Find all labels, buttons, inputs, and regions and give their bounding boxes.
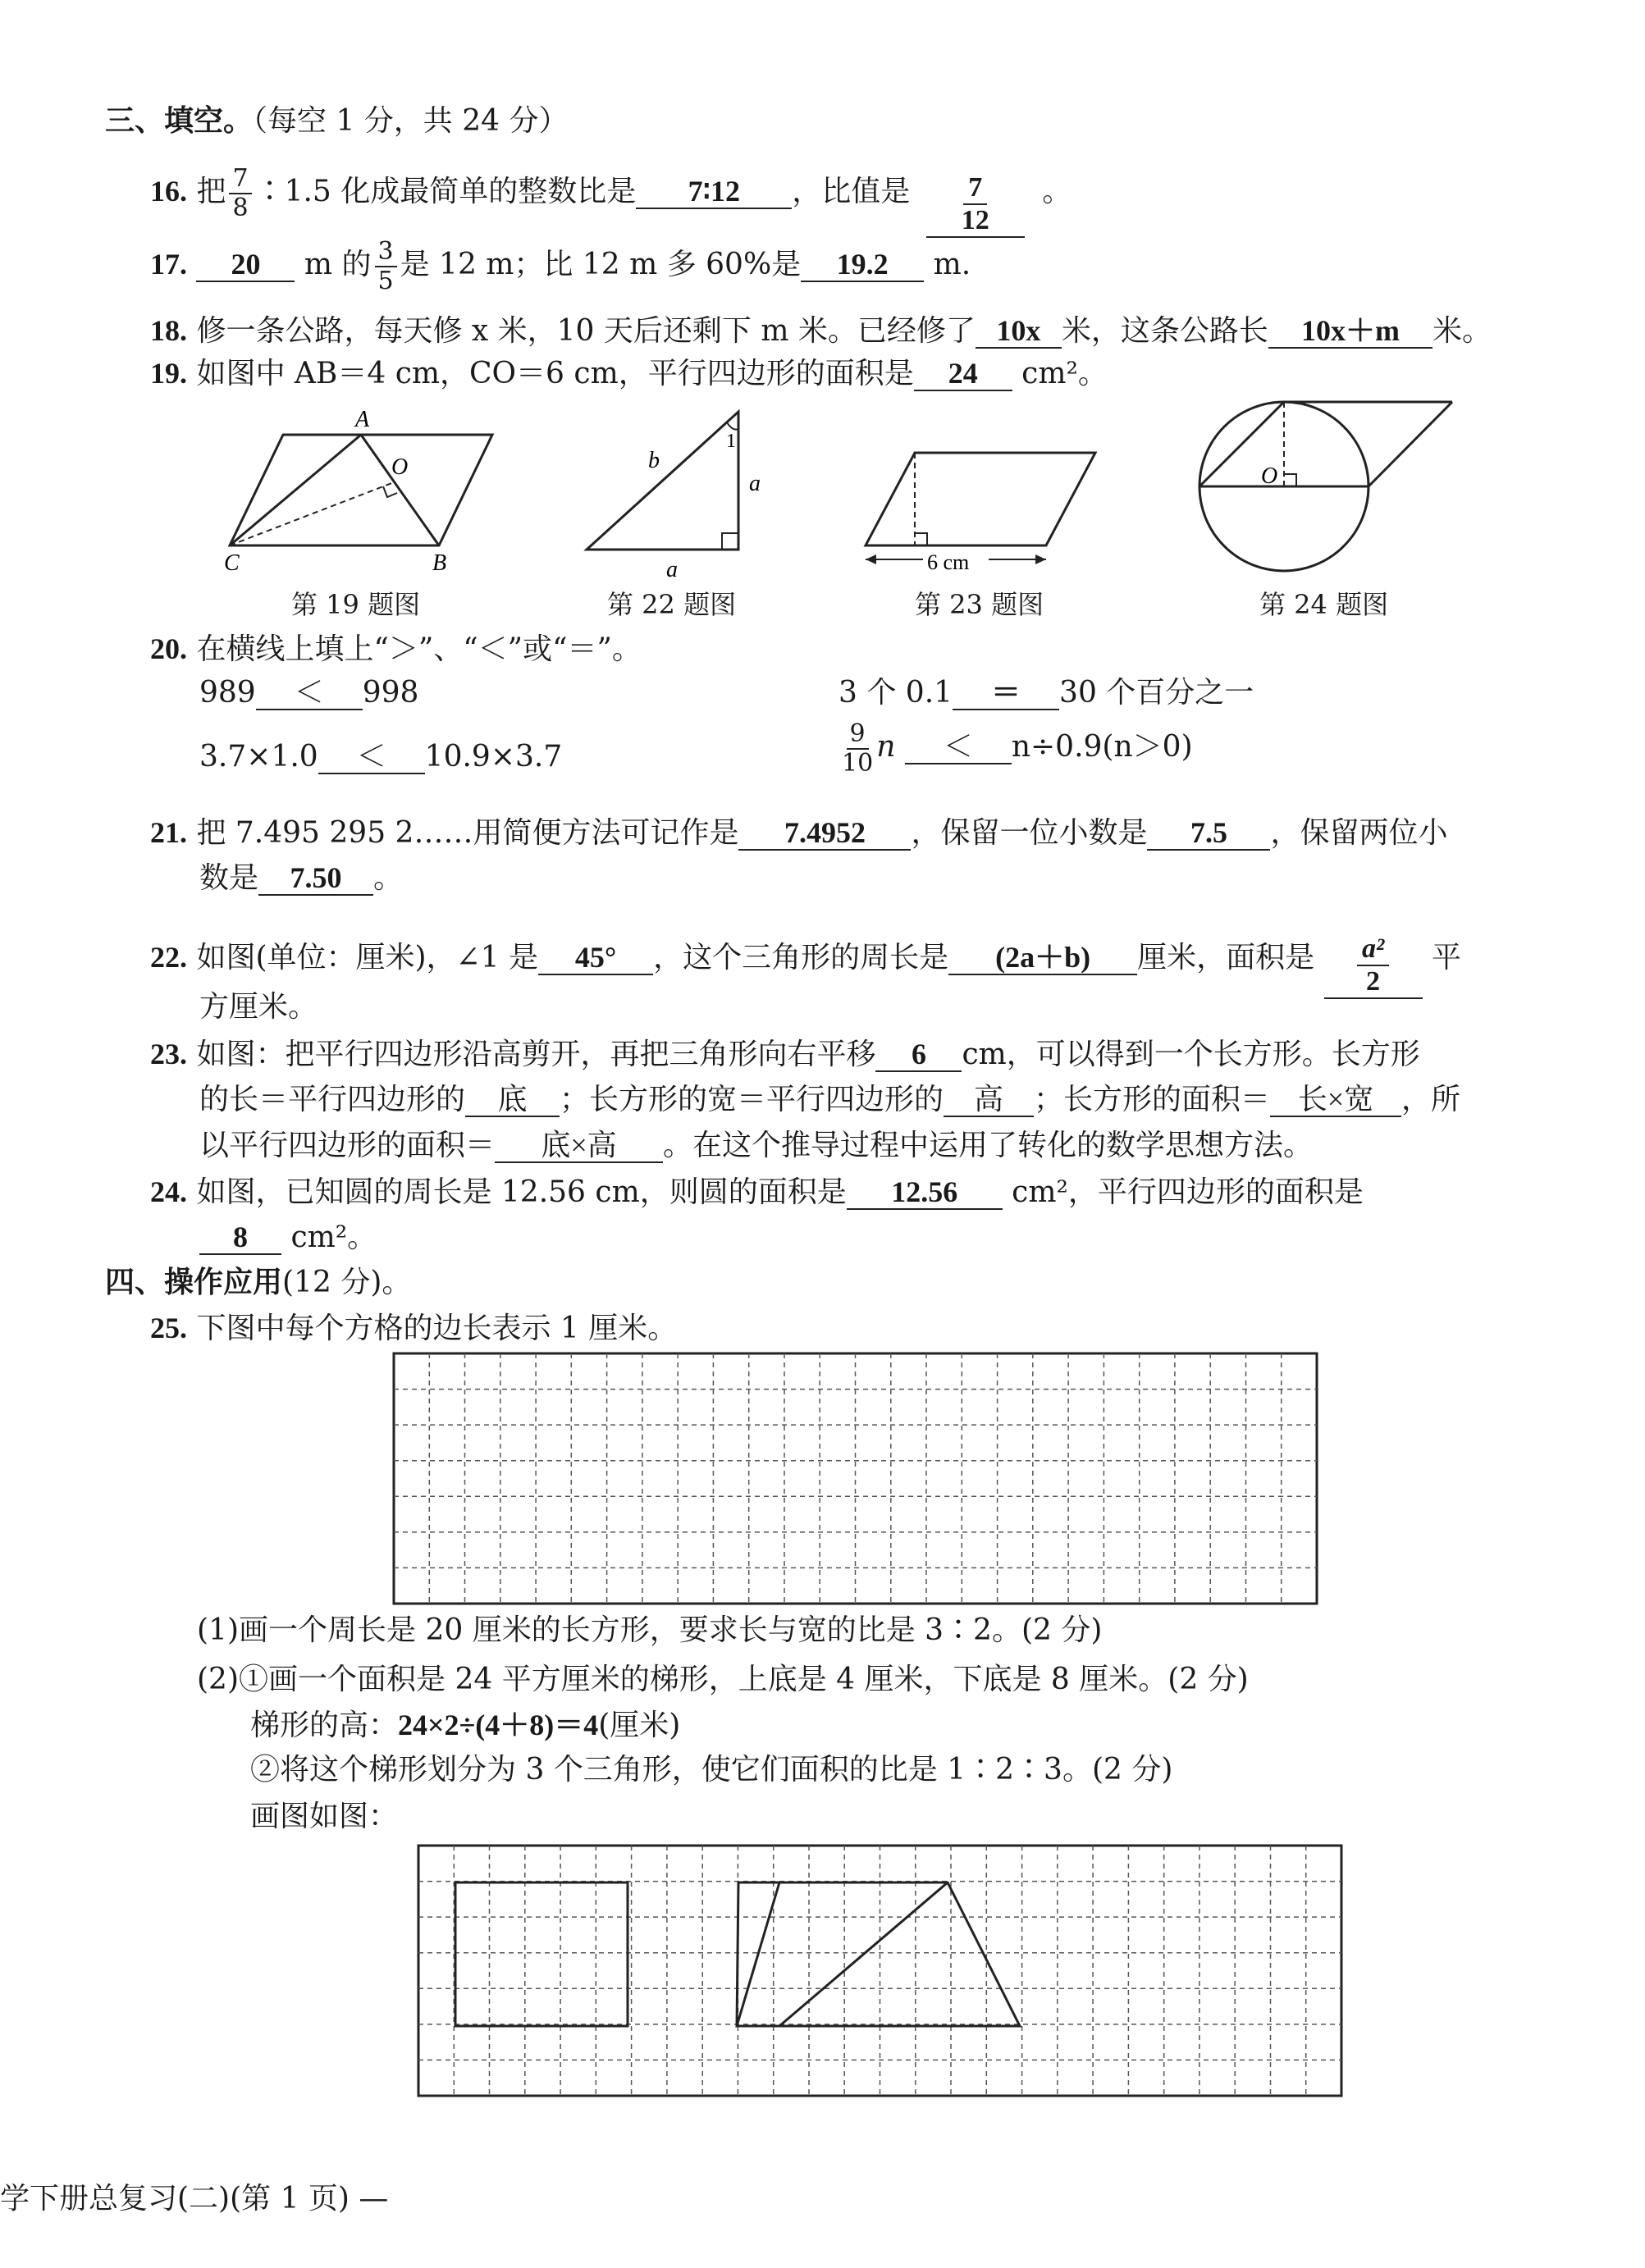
compare-item-1: 989 ＜ 998	[199, 676, 419, 710]
answer-blank: 45°	[538, 941, 653, 975]
triangle-divider-2	[779, 1882, 948, 2026]
answer-blank: 长×宽	[1270, 1083, 1401, 1117]
answer-blank: 7.50	[258, 861, 373, 896]
question-24: 24. 如图，已知圆的周长是 12.56 cm，则圆的面积是 12.56 cm²，平行四边形的面积是	[150, 1175, 1364, 1209]
label-a-base: a	[666, 557, 678, 582]
base-label: 6 cm	[927, 550, 970, 574]
answer-blank: 6	[875, 1038, 962, 1072]
question-25-part-1: (1)画一个周长是 20 厘米的长方形，要求长与宽的比是 3∶2。(2 分)	[197, 1613, 1103, 1647]
answer-blank: ＝	[953, 676, 1059, 710]
figure-22-right-triangle	[578, 402, 784, 591]
label-o: O	[1261, 463, 1278, 489]
figure-19-parallelogram	[217, 402, 496, 591]
compare-item-2: 3 个 0.1 ＝ 30 个百分之一	[838, 676, 1254, 710]
question-22-cont: 方厘米。	[199, 990, 318, 1024]
answer-grid	[418, 1846, 1341, 2096]
parallelogram-shape	[230, 435, 492, 545]
answer-blank: 24	[914, 357, 1012, 391]
answer-blank: 8	[199, 1221, 281, 1255]
question-25-part-2: (2)①画一个面积是 24 平方厘米的梯形，上底是 4 厘米，下底是 8 厘米。(2 分)	[197, 1663, 1249, 1696]
question-23-line-3: 以平行四边形的面积＝ 底×高 。在这个推导过程中运用了转化的数学思想方法。	[199, 1129, 1314, 1162]
right-angle-mark	[915, 533, 927, 545]
answer-blank: 10x	[976, 314, 1062, 349]
figure-19-caption: 第 19 题图	[291, 589, 421, 620]
question-19: 19. 如图中 AB＝4 cm，CO＝6 cm，平行四边形的面积是 24 cm²。	[150, 357, 1108, 390]
question-17: 17. 20 m 的 $\frac{3}{5}$ 是 12 m；比 12 m 多 60%是 19.2 m.	[150, 237, 971, 295]
answer-rectangle	[455, 1882, 628, 2026]
right-angle-mark	[383, 486, 397, 497]
answer-blank: 高	[944, 1083, 1034, 1117]
label-b: b	[648, 448, 660, 473]
answer-blank-fraction: $\frac{\text{a²}}{2}$	[1324, 933, 1423, 999]
label-a: A	[355, 407, 370, 432]
answer-blank-fraction: $\frac{7}{12}$	[926, 172, 1025, 238]
answer-trapezoid	[737, 1882, 1020, 2026]
figure-24-circle-parallelogram	[1194, 398, 1473, 611]
answer-blank: 19.2	[801, 248, 924, 282]
answer-blank: 7.5	[1147, 816, 1270, 851]
figure-23-parallelogram	[853, 402, 1099, 591]
answer-blank: 12.56	[847, 1175, 1003, 1210]
fraction: $\frac{7}{8}$	[229, 165, 251, 222]
arrow-left	[866, 554, 876, 564]
answer-blank: ＜	[905, 730, 1012, 764]
angle-1-label: 1	[726, 431, 736, 452]
fraction: $\frac{9}{10}$	[842, 719, 874, 778]
answer-blank: ＜	[318, 740, 425, 774]
question-18: 18. 修一条公路，每天修 x 米，10 天后还剩下 m 米。已经修了 10x 米，这条公路长 10x＋m 米。	[150, 314, 1492, 348]
answer-blank: ＜	[256, 676, 363, 710]
answer-blank-repeating: 7.4952	[738, 816, 911, 851]
question-25-drawing-note: 画图如图：	[250, 1800, 399, 1833]
label-c: C	[224, 550, 240, 576]
right-angle-mark	[1284, 474, 1296, 486]
label-b: B	[432, 550, 447, 576]
figure-22-caption: 第 22 题图	[607, 589, 737, 620]
question-25: 25. 下图中每个方格的边长表示 1 厘米。	[150, 1312, 678, 1345]
parallelogram-shape	[866, 453, 1095, 545]
answer-blank: 底×高	[495, 1129, 663, 1163]
answer-blank: 7∶12	[636, 175, 792, 209]
question-22: 22. 如图(单位：厘米)，∠1 是 45° ，这个三角形的周长是 (2a＋b) 厘米，面积是 $\frac{\text{a²}}{2}$ 平	[150, 927, 1461, 993]
section-3-heading: 三、填空。（每空 1 分，共 24 分）	[105, 104, 569, 138]
compare-item-3: 3.7×1.0 ＜ 10.9×3.7	[199, 740, 563, 773]
question-21-cont: 数是 7.50 。	[199, 861, 404, 895]
compare-item-4: $\frac{9}{10}$ n ＜ n÷0.9(n＞0)	[838, 720, 1193, 778]
page-footer: 学下册总复习(二)(第 1 页) —	[0, 2182, 389, 2216]
figure-23-caption: 第 23 题图	[915, 589, 1044, 620]
fraction: $\frac{3}{5}$	[375, 238, 397, 295]
blank-grid	[394, 1353, 1317, 1604]
arrow-right	[1035, 554, 1046, 564]
label-a-side: a	[749, 471, 761, 496]
angle-1-arc	[727, 422, 738, 430]
answer-blank: 底	[465, 1083, 560, 1117]
answer-blank: (2a＋b)	[948, 941, 1137, 975]
question-24-cont: 8 cm²。	[199, 1219, 377, 1257]
parallelogram-right-side	[1369, 402, 1452, 486]
right-angle-mark	[722, 533, 738, 550]
question-25-answer: 梯形的高：24×2÷(4＋8)＝4(厘米)	[250, 1709, 681, 1742]
figure-24-caption: 第 24 题图	[1259, 589, 1389, 620]
answer-blank: 20	[196, 248, 295, 282]
diagonal-ca	[230, 435, 361, 545]
triangle-shape	[587, 412, 738, 550]
label-o: O	[391, 454, 409, 480]
question-23: 23. 如图：把平行四边形沿高剪开，再把三角形向右平移 6 cm，可以得到一个长方形。长方形	[150, 1038, 1420, 1071]
question-20: 20. 在横线上填上“＞”、“＜”或“＝”。	[150, 632, 642, 666]
question-16: 16. 把 $\frac{7}{8}$ ∶1.5 化成最简单的整数比是 7∶12 ，比值是 $\frac{7}{12}$ 。	[150, 161, 1072, 226]
question-23-line-2: 的长＝平行四边形的 底 ；长方形的宽＝平行四边形的 高 ；长方形的面积＝ 长×宽 ，所	[199, 1083, 1461, 1116]
question-21: 21. 把 7.495 295 2……用简便方法可记作是 7.4952 ，保留一位小数是 7.5 ，保留两位小	[150, 816, 1448, 850]
section-4-heading: 四、操作应用(12 分)。	[105, 1266, 412, 1299]
question-25-part-3: ②将这个梯形划分为 3 个三角形，使它们面积的比是 1∶2∶3。(2 分)	[250, 1753, 1173, 1787]
answer-blank: 10x＋m	[1268, 314, 1433, 349]
